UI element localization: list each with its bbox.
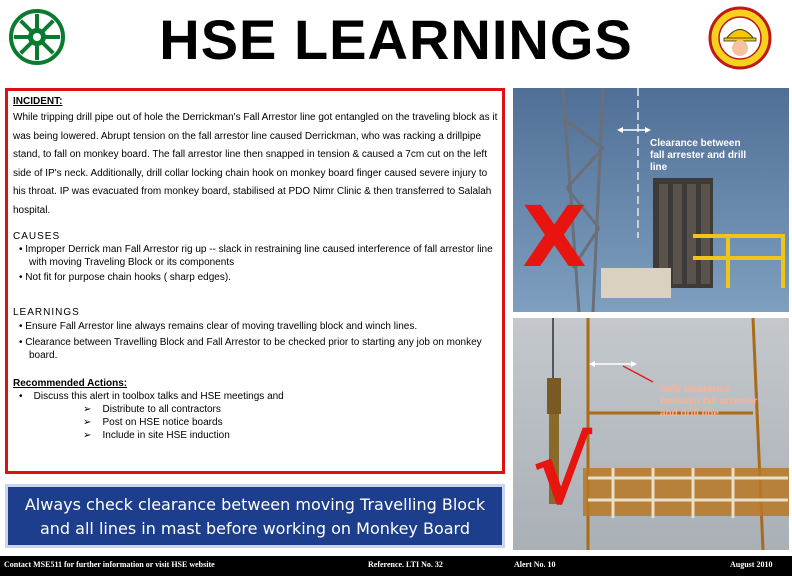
footer-alert-number: Alert No. 10 <box>514 560 556 569</box>
actions-item: • Discuss this alert in toolbox talks and HSE meetings and <box>19 391 284 402</box>
banner-line-1: Always check clearance between moving Travelling Block <box>24 495 486 514</box>
learnings-item: • Clearance between Travelling Block and Fall Arrestor to be checked prior to starting any job on monkey board. <box>19 337 482 361</box>
actions-subitem: ➢ Post on HSE notice boards <box>83 417 223 428</box>
causes-heading: CAUSES <box>13 231 61 242</box>
page-title: HSE LEARNINGS <box>159 8 633 71</box>
footer-reference: Reference. LTI No. 32 <box>368 560 443 569</box>
key-message-banner <box>5 484 505 548</box>
actions-heading: Recommended Actions: <box>13 378 128 389</box>
unsafe-x-mark: X <box>522 188 587 286</box>
footer-date: August 2010 <box>730 560 773 569</box>
safe-check-mark: √ <box>532 420 593 525</box>
footer-contact: Contact MSE511 for further information or visit HSE website <box>4 560 215 569</box>
causes-item: • Not fit for purpose chain hooks ( sharp edges). <box>19 272 231 283</box>
learnings-heading: LEARNINGS <box>13 307 80 318</box>
incident-panel <box>5 88 505 474</box>
actions-subitem: ➢ Distribute to all contractors <box>83 404 221 415</box>
learnings-item: • Ensure Fall Arrestor line always remains clear of moving travelling block and winch lines. <box>19 321 418 332</box>
top-photo-caption: Clearance between fall arrester and drill line <box>650 138 747 173</box>
footer-bar <box>0 556 792 576</box>
actions-subitem: ➢ Include in site HSE induction <box>83 430 230 441</box>
incident-heading: INCIDENT: <box>13 96 63 107</box>
safety-team-logo <box>708 6 772 70</box>
causes-item: • Improper Derrick man Fall Arrestor rig up -- slack in restraining line caused interference of fall arrestor line with moving Traveling Block or its components <box>19 244 493 268</box>
incident-text: While tripping drill pipe out of hole the Derrickman's Fall Arrestor line got entangled on the traveling block as it was being lowered. Abrupt tension on the fall arrestor line caused Derrickman, who was racking a drillpipe stand, to fall on monkey board. The fall arrestor line then snapped in tension & caused a 7cm cut on the left side of IP's neck. Additionally, drill collar locking chain hook on monkey board finger caused severe injury to his throat. IP was evacuated from monkey board, stabilised at PDO Nimr Clinic & then transferred to Salalah hospital. <box>13 112 498 216</box>
banner-line-2: and all lines in mast before working on Monkey Board <box>39 519 470 538</box>
bottom-photo-caption: Safe clearance between fall arrester and drill line <box>660 384 758 419</box>
